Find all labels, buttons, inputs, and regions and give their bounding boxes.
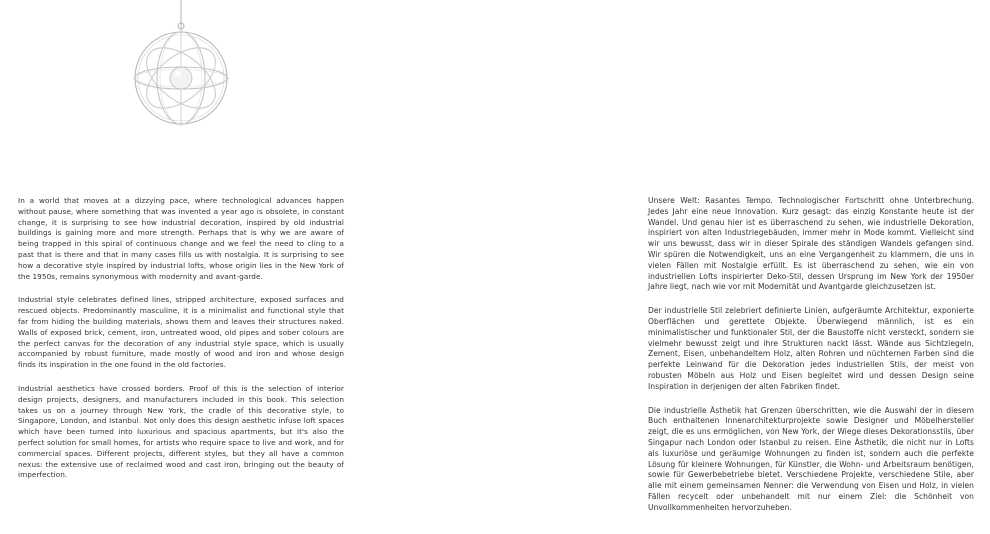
- english-paragraph: In a world that moves at a dizzying pace, where technological advances happen without pause, where something that was invented a year ago is obsolete, in constant change, it is surprising to see how industrial decoration, inspired by old industrial buildings is gaining more and more strength. Perhaps that is why we are aware of being trapped in this spiral of continuous change and we feel the need to cling to a past that is there and that in many cases fills us with nostalgia. It is surprising to see how a decorative style inspired by industrial lofts, whose origin lies in the New York of the 1950s, remains synonymous with modernity and avant-garde.: [18, 196, 344, 281]
- english-paragraph: Industrial aesthetics have crossed borders. Proof of this is the selection of interior design projects, designers, and manufacturers included in this book. This selection takes us on a journey through New York, the cradle of this decorative style, to Singapore, London, and Istanbul. Not only does this design aesthetic infuse loft spaces which have been turned into luxurious and spacious apartments, but it's also the perfect solution for small homes, for artists who require space to live and work, and for commercial spaces. Different projects, different styles, but they all have a common nexus: the extensive use of reclaimed wood and cast iron, bringing out the beauty of imperfection.: [18, 383, 344, 480]
- english-text-column: [18, 196, 344, 494]
- english-paragraph: Industrial style celebrates defined lines, stripped architecture, exposed surfaces and rescued objects. Predominantly masculine, it is a minimalist and functional style that far from hiding the building materials, shows them and leaves their structures naked. Walls of exposed brick, cement, iron, untreated wood, old pipes and sober colours are the perfect canvas for the decoration of any industrial style space, which is usually accompanied by robust furniture, made mostly of wood and iron and whose design finds its inspiration in the one found in the old factories.: [18, 295, 344, 370]
- german-paragraph: Die industrielle Ästhetik hat Grenzen überschritten, wie die Auswahl der in diesem Buch enthaltenen Innenarchitekturprojekte sowie Designer und Möbelhersteller zeigt, die es uns ermöglichen, von New York, der Wiege dieses Dekorationsstils, über Singapur nach London oder Istanbul zu reisen. Eine Ästhetik, die nicht nur in Lofts als luxuriöse und geräumige Wohnungen zu finden ist, sondern auch die perfekte Lösung für kleinere Wohnungen, für Künstler, die Wohn- und Arbeitsraum benötigen, sowie für Gewerbebetriebe bietet. Verschiedene Projekte, verschiedene Stile, aber alle mit einem gemeinsamen Nenner: die Verwendung von Eisen und Holz, in vielen Fällen recycelt oder unbehandelt mit nur einem Ziel: die Schönheit von Unvollkommenheiten hervorzuheben.: [648, 405, 974, 512]
- german-paragraph: Der industrielle Stil zelebriert definierte Linien, aufgeräumte Architektur, exponierte Oberflächen und gerettete Objekte. Überwiegend männlich, ist es ein minimalistischer und funktionaler Stil, der die Baustoffe nicht versteckt, sondern sie vielmehr bewusst zeigt und ihre Strukturen nackt lässt. Wände aus Sichtziegeln, Zement, Eisen, unbehandeltem Holz, alten Rohren und nüchternen Farben sind die perfekte Leinwand für die Dekoration jedes industriellen Stils, der meist von robusten Möbeln aus Holz und Eisen begleitet wird und dessen Design seine Inspiration in derjenigen der alten Fabriken findet.: [648, 306, 974, 391]
- chandelier-illustration: [126, 0, 236, 136]
- german-text-column: [648, 196, 974, 527]
- german-paragraph: Unsere Welt: Rasantes Tempo. Technologischer Fortschritt ohne Unterbrechung. Jedes Jahr eine neue Innovation. Kurz gesagt: das einzig Konstante heute ist der Wandel. Und genau hier ist es überraschend zu sehen, wie industrielle Dekoration, inspiriert von alten Industriegebäuden, immer mehr in Mode kommt. Vielleicht sind wir uns bewusst, dass wir in dieser Spirale des ständigen Wandels gefangen sind. Wir spüren die Notwendigkeit, uns an eine Vergangenheit zu klammern, die uns in vielen Fällen mit Nostalgie erfüllt. Es ist überraschend zu sehen, wie ein von industriellen Lofts inspirierter Deko-Stil, dessen Ursprung im New York der 1950er Jahre liegt, nach wie vor mit Modernität und Avantgarde gleichzusetzen ist.: [648, 196, 974, 292]
